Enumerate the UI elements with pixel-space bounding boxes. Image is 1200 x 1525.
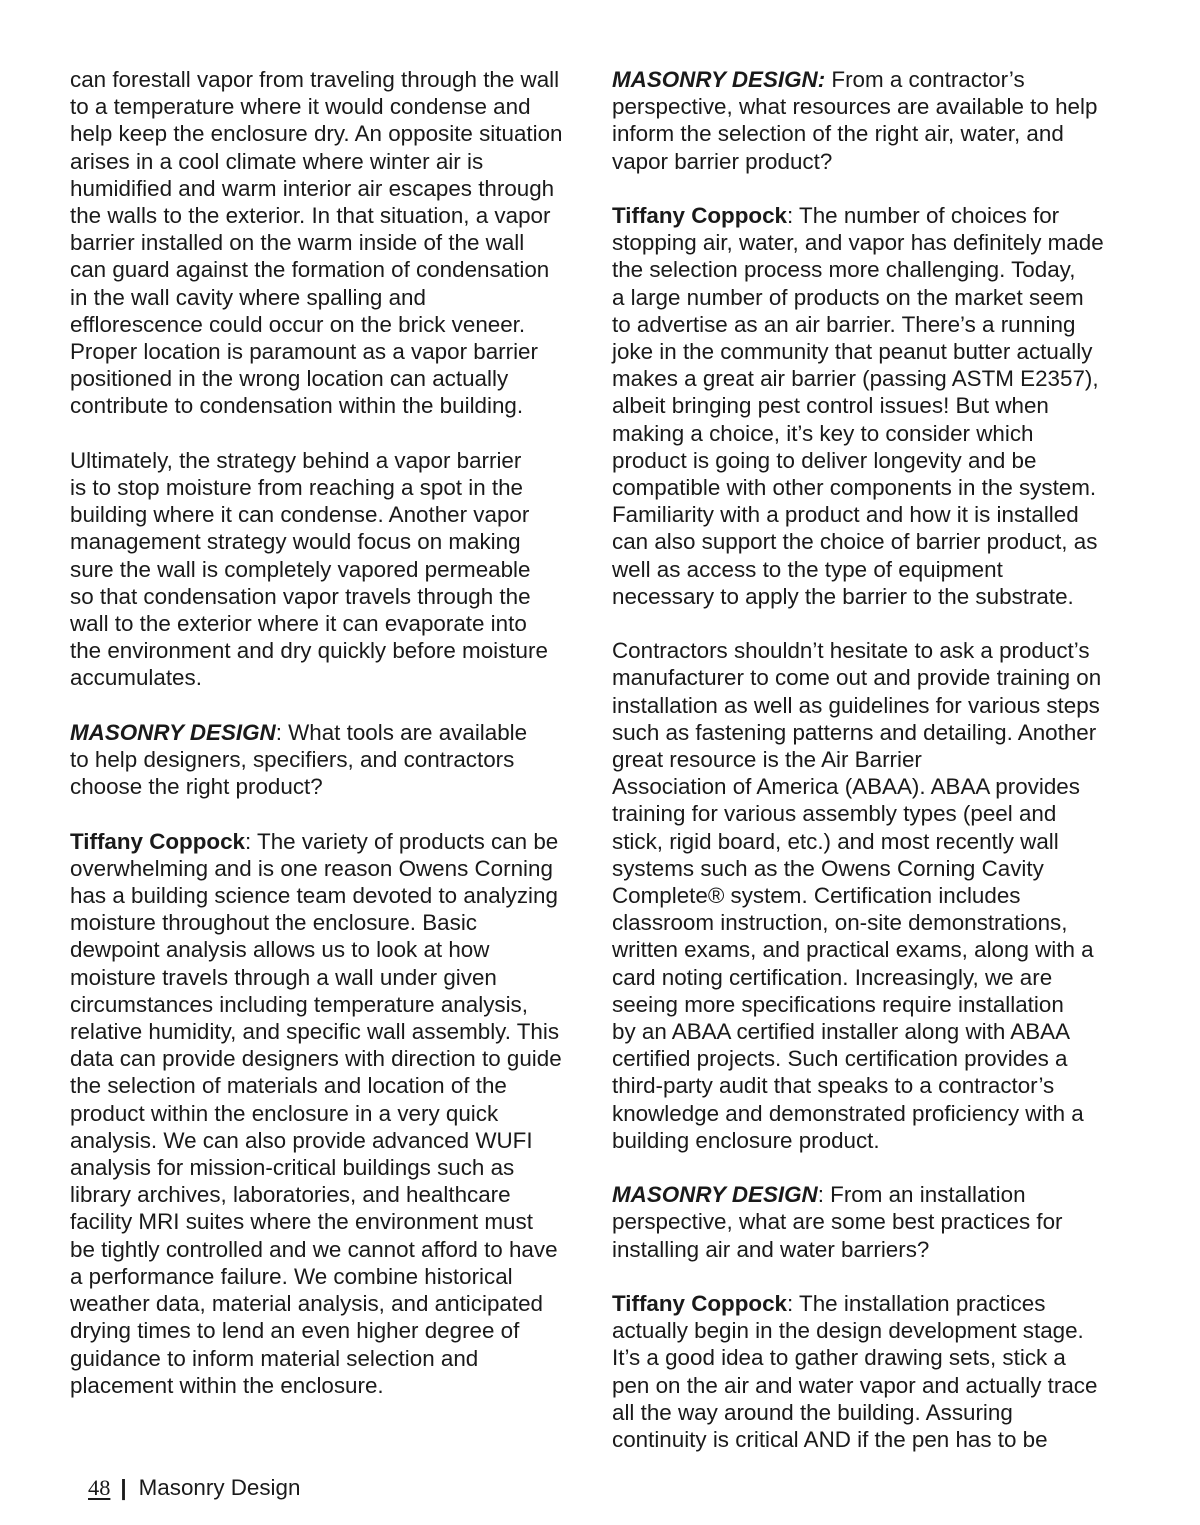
text-line: product within the enclosure in a very quick — [70, 1100, 499, 1126]
speaker-label: Tiffany Coppock — [612, 1291, 787, 1317]
right-column — [612, 66, 1142, 1453]
text-line: analysis. We can also provide advanced WUFI — [70, 1127, 533, 1153]
text-line: in the wall cavity where spalling and — [70, 284, 426, 310]
text-line: joke in the community that peanut butter actually — [612, 339, 1093, 365]
text-line: seeing more specifications require installation — [612, 991, 1064, 1017]
text-line: third-party audit that speaks to a contractor’s — [612, 1073, 1055, 1099]
text-line: to advertise as an air barrier. There’s a running — [612, 311, 1076, 337]
text-line: actually begin in the design development stage. — [612, 1318, 1084, 1344]
text-line: Ultimately, the strategy behind a vapor barrier — [70, 447, 522, 473]
answer-installation: Tiffany Coppock: The installation practices actually begin in the design development stage. It’s a good idea to gather drawing sets, stick a pen on the air and water vapor and actually trace all the way around the building. Assuring continuity is critical AND if the pen has to be — [612, 1290, 1142, 1453]
text-line: the environment and dry quickly before moisture — [70, 638, 548, 664]
publication-name: Masonry Design — [138, 1475, 301, 1500]
speaker-label: Tiffany Coppock — [70, 828, 245, 854]
text-line: be tightly controlled and we cannot afford to have — [70, 1236, 558, 1262]
paragraph-vapor-location — [70, 66, 600, 420]
text-line: library archives, laboratories, and healthcare — [70, 1182, 511, 1208]
text-line: can forestall vapor from traveling through the wall — [70, 67, 560, 92]
speaker-label: Tiffany Coppock — [612, 203, 787, 228]
interviewer-label: MASONRY DESIGN — [612, 1182, 818, 1208]
text-line: the selection of materials and location of the — [70, 1073, 507, 1099]
text-line: knowledge and demonstrated proficiency with a — [612, 1100, 1084, 1126]
text-line: continuity is critical AND if the pen has to be — [612, 1427, 1048, 1453]
paragraph-vapor-strategy — [70, 447, 600, 692]
answer-tools: Tiffany Coppock: The variety of products can be overwhelming and is one reason Owens Corning has a building science team devoted to analyzing moisture throughout the enclosure. Basic dewpoint analysis allows us to look at how moisture travels through a wall under given circumstances including temperature analysis, relative humidity, and specific wall assembly. This data can provide designers with direction to guide the selection of materials and location of the product within the enclosure in a very quick analysis. We can also provide advanced WUFI analysis for mission-critical buildings such as library archives, laboratories, and healthcare facility MRI suites where the environment must be tightly controlled and we cannot afford to have a performance failure. We combine historical weather data, material analysis, and anticipated drying times to lend an even higher degree of guidance to inform material selection and placement within the enclosure. — [70, 828, 600, 1399]
text-line: It’s a good idea to gather drawing sets, stick a — [612, 1345, 1066, 1371]
text-line: product is going to deliver longevity and be — [612, 447, 1037, 473]
text-line: positioned in the wrong location can actually — [70, 366, 509, 392]
text-line: barrier installed on the warm inside of the wall — [70, 230, 525, 256]
text-line: certified projects. Such certification provides a — [612, 1046, 1068, 1072]
text-line: great resource is the Air Barrier — [612, 747, 922, 773]
left-column — [70, 66, 600, 1399]
text-line: wall to the exterior where it can evaporate into — [70, 611, 527, 637]
text-line: efflorescence could occur on the brick veneer. — [70, 311, 526, 337]
text-line: Association of America (ABAA). ABAA provides — [612, 774, 1080, 800]
text-line: contribute to condensation within the building. — [70, 393, 524, 419]
text-line: installing air and water barriers? — [612, 1236, 930, 1262]
text-line: so that condensation vapor travels through the — [70, 583, 531, 609]
text-line: systems such as the Owens Corning Cavity — [612, 855, 1044, 881]
answer-resources: Tiffany Coppock: The number of choices for stopping air, water, and vapor has definitely made the selection process more challenging. Today, a large number of products on the market seem to advertise as an air barrier. There’s a running joke in the community that peanut butter actually makes a great air barrier (passing ASTM E2357), albeit bringing pest control issues! But when making a choice, it’s key to consider which product is going to deliver longevity and be compatible with other components in the system. Familiarity with a product and how it is installed can also support the choice of barrier product, as well as access to the type of equipment necessary to apply the barrier to the substrate. — [612, 202, 1142, 610]
text-line: perspective, what resources are available to help — [612, 94, 1098, 120]
text-line: classroom instruction, on-site demonstrations, — [612, 910, 1068, 936]
question-resources: MASONRY DESIGN: From a contractor’s perspective, what resources are available to help inform the selection of the right air, water, and vapor barrier product? — [612, 66, 1142, 175]
interviewer-label: MASONRY DESIGN — [70, 719, 276, 745]
text-line: moisture travels through a wall under given — [70, 964, 497, 990]
text-line: help keep the enclosure dry. An opposite situation — [70, 121, 563, 147]
interviewer-label: MASONRY DESIGN: — [612, 67, 826, 92]
text-line: Proper location is paramount as a vapor barrier — [70, 339, 538, 365]
text-line: analysis for mission-critical buildings such as — [70, 1155, 515, 1181]
text-line: sure the wall is completely vapored permeable — [70, 556, 531, 582]
text-line: dewpoint analysis allows us to look at how — [70, 937, 490, 963]
text-line: to a temperature where it would condense and — [70, 94, 531, 120]
text-line: arises in a cool climate where winter air is — [70, 148, 484, 174]
text-line: management strategy would focus on making — [70, 529, 521, 555]
text-line: stopping air, water, and vapor has definitely made — [612, 230, 1104, 256]
text-line: vapor barrier product? — [612, 148, 833, 174]
text-line: has a building science team devoted to analyzing — [70, 883, 558, 909]
text-line: choose the right product? — [70, 774, 323, 800]
text-line: overwhelming and is one reason Owens Corning — [70, 855, 553, 881]
text-line: moisture throughout the enclosure. Basic — [70, 910, 477, 936]
page-number: 48 — [88, 1475, 111, 1500]
text-line: a performance failure. We combine historical — [70, 1263, 513, 1289]
text-line: a large number of products on the market seem — [612, 284, 1084, 310]
text-line: humidified and warm interior air escapes through — [70, 175, 555, 201]
text-line: facility MRI suites where the environment must — [70, 1209, 533, 1235]
text-line: placement within the enclosure. — [70, 1372, 384, 1398]
text-line: circumstances including temperature analysis, — [70, 991, 528, 1017]
text-line: perspective, what are some best practices for — [612, 1209, 1063, 1235]
text-line: installation as well as guidelines for various steps — [612, 692, 1100, 718]
page-footer — [88, 1474, 300, 1502]
text-line: written exams, and practical exams, along with a — [612, 937, 1094, 963]
text-line: accumulates. — [70, 665, 202, 691]
text-line: card noting certification. Increasingly, we are — [612, 964, 1053, 990]
text-line: manufacturer to come out and provide training on — [612, 665, 1102, 691]
text-line: guidance to inform material selection and — [70, 1345, 479, 1371]
text-line: albeit bringing pest control issues! But when — [612, 393, 1049, 419]
text-line: building where it can condense. Another vapor — [70, 502, 530, 528]
text-line: pen on the air and water vapor and actually trace — [612, 1372, 1098, 1398]
text-line: compatible with other components in the system. — [612, 475, 1097, 501]
text-line: the selection process more challenging. Today, — [612, 257, 1076, 283]
text-line: Complete® system. Certification includes — [612, 883, 1021, 909]
text-line: weather data, material analysis, and anticipated — [70, 1291, 543, 1317]
text-line: data can provide designers with direction to guide — [70, 1046, 562, 1072]
text-line: all the way around the building. Assuring — [612, 1399, 1013, 1425]
paragraph-abaa — [612, 637, 1142, 1154]
question-installation: MASONRY DESIGN: From an installation perspective, what are some best practices for installing air and water barriers? — [612, 1181, 1142, 1263]
text-line: building enclosure product. — [612, 1127, 880, 1153]
text-line: makes a great air barrier (passing ASTM E2357), — [612, 366, 1099, 392]
text-line: inform the selection of the right air, water, and — [612, 121, 1064, 147]
text-line: drying times to lend an even higher degree of — [70, 1318, 520, 1344]
footer-separator: | — [120, 1475, 127, 1500]
text-line: to help designers, specifiers, and contractors — [70, 747, 515, 773]
text-line: well as access to the type of equipment — [612, 556, 1003, 582]
text-line: can guard against the formation of condensation — [70, 257, 550, 283]
text-line: the walls to the exterior. In that situation, a vapor — [70, 203, 551, 229]
text-line: Familiarity with a product and how it is installed — [612, 502, 1079, 528]
question-tools: MASONRY DESIGN: What tools are available to help designers, specifiers, and contractors choose the right product? — [70, 719, 600, 801]
text-line: by an ABAA certified installer along with ABAA — [612, 1019, 1071, 1045]
text-line: training for various assembly types (peel and — [612, 801, 1057, 827]
text-line: can also support the choice of barrier product, as — [612, 529, 1098, 555]
text-line: necessary to apply the barrier to the substrate. — [612, 583, 1074, 609]
text-line: relative humidity, and specific wall assembly. This — [70, 1019, 560, 1045]
text-line: Contractors shouldn’t hesitate to ask a product’s — [612, 638, 1090, 664]
text-line: making a choice, it’s key to consider which — [612, 420, 1034, 446]
text-line: stick, rigid board, etc.) and most recently wall — [612, 828, 1059, 854]
text-line: is to stop moisture from reaching a spot in the — [70, 475, 524, 501]
text-line: such as fastening patterns and detailing. Another — [612, 719, 1097, 745]
